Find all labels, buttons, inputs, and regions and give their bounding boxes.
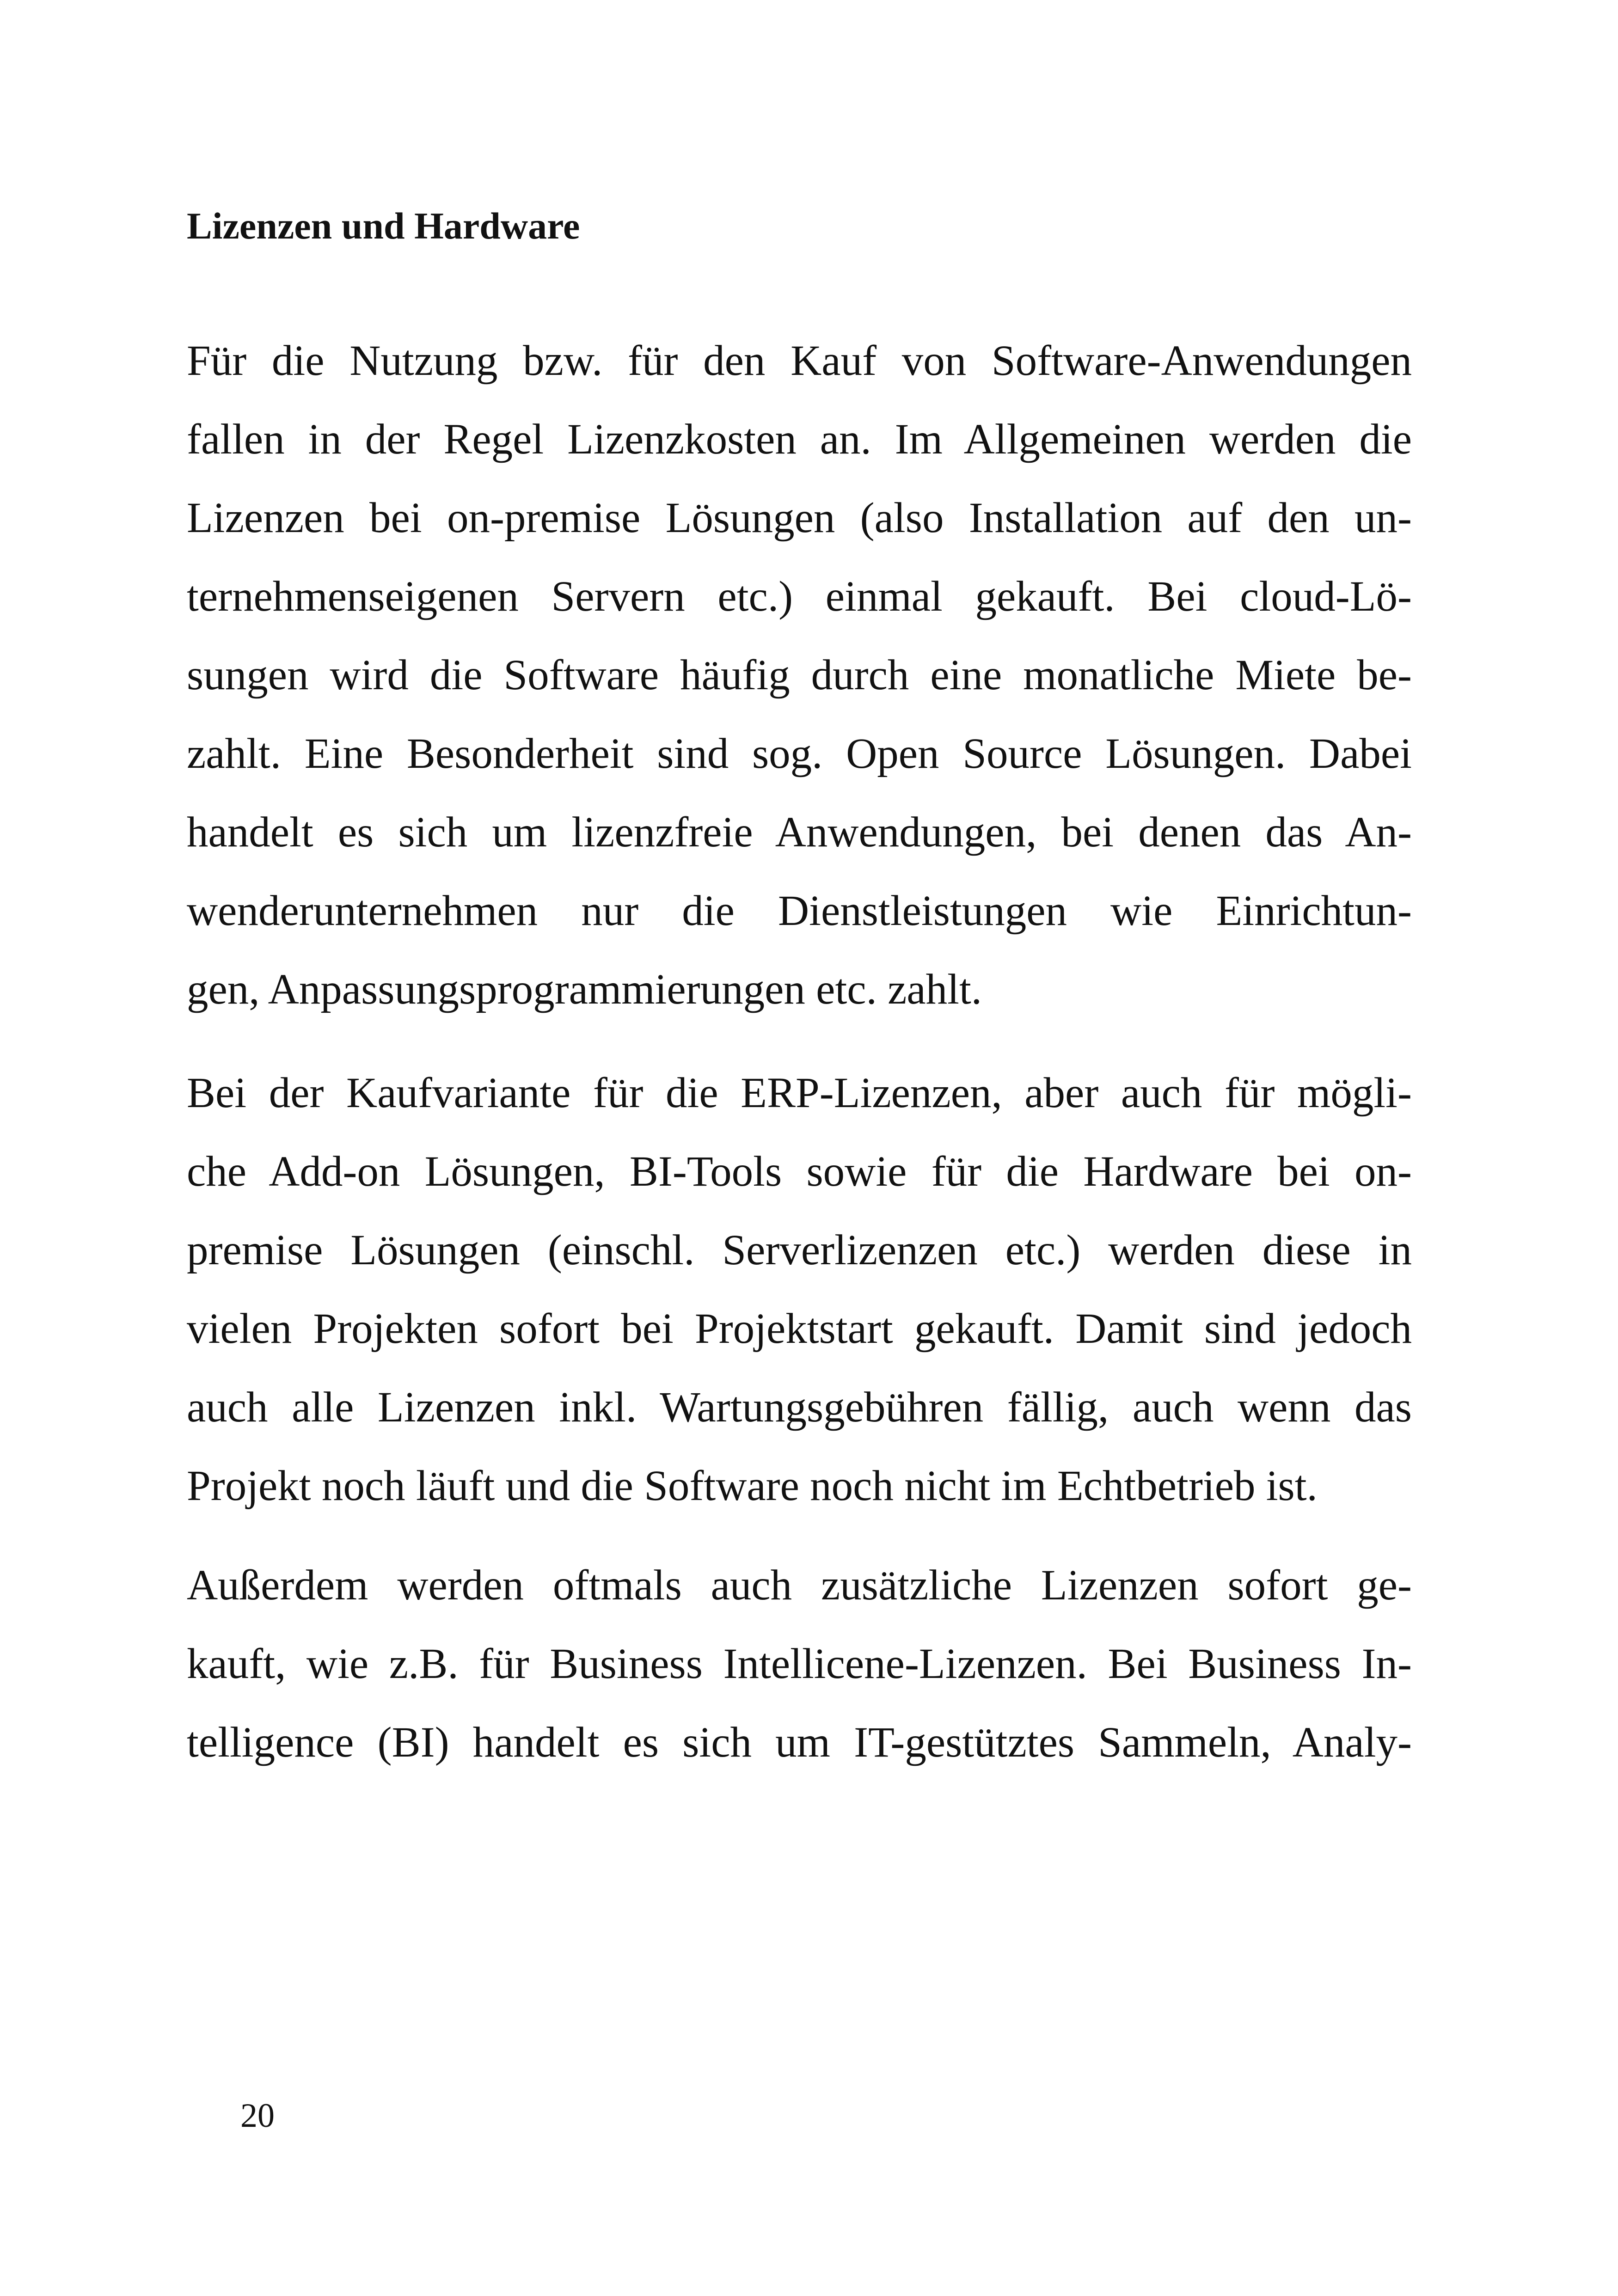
text-line: handelt es sich um lizenzfreie Anwendungen, bei denen das An- xyxy=(187,808,1412,856)
text-line: zahlt. Eine Besonderheit sind sog. Open Source Lösungen. Dabei xyxy=(187,730,1412,778)
text-line: Bei der Kaufvariante für die ERP-Lizenzen, aber auch für mögli- xyxy=(187,1069,1412,1117)
text-line: gen, Anpassungsprogrammierungen etc. zahlt. xyxy=(187,966,982,1013)
text-line: Für die Nutzung bzw. für den Kauf von Software-Anwendungen xyxy=(187,337,1412,385)
text-line: ternehmenseigenen Servern etc.) einmal gekauft. Bei cloud-Lö- xyxy=(187,573,1412,620)
text-line: wenderunternehmen nur die Dienstleistungen wie Einrichtun- xyxy=(187,887,1412,935)
text-line: auch alle Lizenzen inkl. Wartungsgebühren fällig, auch wenn das xyxy=(187,1384,1412,1431)
text-line: telligence (BI) handelt es sich um IT-gestütztes Sammeln, Analy- xyxy=(187,1719,1412,1766)
paragraph-purchase-variant xyxy=(187,1054,1412,1525)
text-line: sungen wird die Software häufig durch eine monatliche Miete be- xyxy=(187,651,1412,699)
text-line: fallen in der Regel Lizenzkosten an. Im Allgemeinen werden die xyxy=(187,416,1412,463)
page-number: 20 xyxy=(240,2097,275,2135)
text-line: Lizenzen bei on-premise Lösungen (also Installation auf den un- xyxy=(187,494,1412,542)
text-line: Projekt noch läuft und die Software noch nicht im Echtbetrieb ist. xyxy=(187,1462,1318,1510)
text-line: che Add-on Lösungen, BI-Tools sowie für die Hardware bei on- xyxy=(187,1148,1412,1195)
section-heading: Lizenzen und Hardware xyxy=(187,205,580,247)
text-line: premise Lösungen (einschl. Serverlizenzen etc.) werden diese in xyxy=(187,1226,1412,1274)
text-line: kauft, wie z.B. für Business Intellicene-Lizenzen. Bei Business In- xyxy=(187,1640,1412,1688)
text-line: Außerdem werden oftmals auch zusätzliche Lizenzen sofort ge- xyxy=(187,1561,1412,1609)
text-line: vielen Projekten sofort bei Projektstart gekauft. Damit sind jedoch xyxy=(187,1305,1412,1353)
paragraph-additional-licenses xyxy=(187,1546,1412,1782)
paragraph-licensing-costs xyxy=(187,322,1412,1029)
